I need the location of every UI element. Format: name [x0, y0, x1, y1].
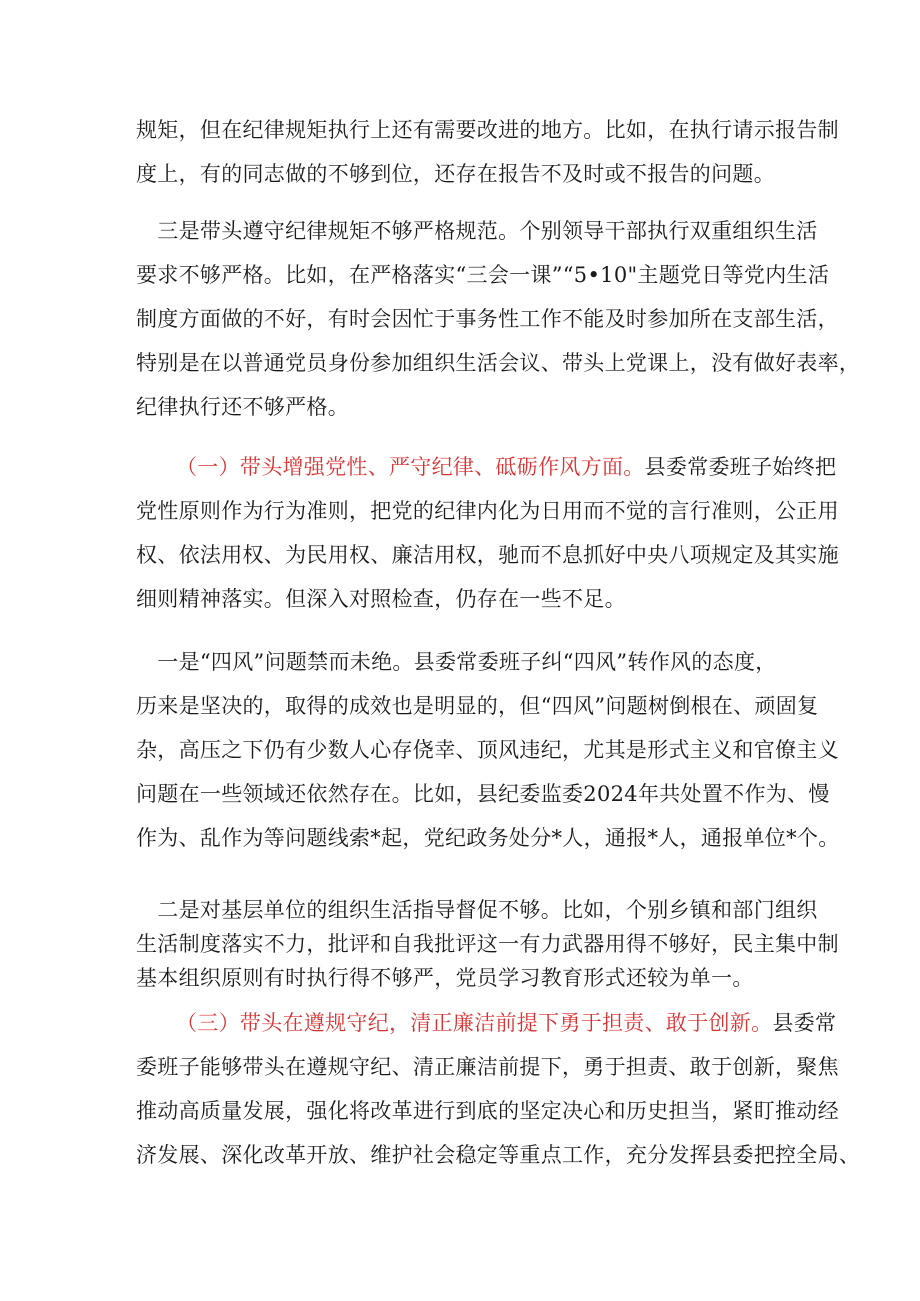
- text-line: 权、依法用权、为民用权、廉洁用权，驰而不息抓好中央八项规定及其实施: [136, 543, 839, 567]
- section-heading: （三）带头在遵规守纪，清正廉洁前提下勇于担责、敢于创新。: [176, 1011, 773, 1035]
- paragraph-section-one: [136, 445, 839, 621]
- text-line: 委班子能够带头在遵规守纪、清正廉洁前提下，勇于担责、敢于创新，聚焦: [136, 1055, 839, 1079]
- text-line: 一是“四风”问题禁而未绝。县委常委班子纠“四风”转作风的态度，: [136, 650, 777, 674]
- section-heading: （一）带头增强党性、严守纪律、砥砺作风方面。: [176, 455, 645, 479]
- text-line: 作为、乱作为等问题线索*起，党纪政务处分*人，通报*人，通报单位*个。: [136, 826, 840, 850]
- text-line: 细则精神落实。但深入对照检查，仍存在一些不足。: [136, 587, 626, 611]
- heading-line: [136, 1001, 837, 1045]
- heading-line: [136, 445, 837, 489]
- text-line: 纪律执行还不够严格。: [136, 395, 349, 419]
- text-line: 问题在一些领域还依然存在。比如，县纪委监委2024年共处置不作为、慢: [136, 782, 830, 806]
- paragraph-discipline-continued: [136, 108, 839, 196]
- text-line: 杂，高压之下仍有少数人心存侥幸、顶风违纪，尤其是形式主义和官僚主义: [136, 738, 839, 762]
- paragraph-point-three: [136, 209, 861, 429]
- text-line: 要求不够严格。比如，在严格落实“三会一课”“5•10"主题党日等党内生活: [136, 263, 830, 287]
- paragraph-section-three: [136, 1001, 861, 1177]
- heading-continuation: 县委常委班子始终把: [644, 455, 837, 479]
- text-line: 特别是在以普通党员身份参加组织生活会议、带头上党课上，没有做好表率，: [136, 351, 861, 375]
- paragraph-point-two: [136, 893, 839, 995]
- text-line: 三是带头遵守纪律规矩不够严格规范。个别领导干部执行双重组织生活: [136, 219, 818, 243]
- text-line: 基本组织原则有时执行得不够严，党员学习教育形式还较为单一。: [136, 966, 754, 990]
- text-line: 生活制度落实不力，批评和自我批评这一有力武器用得不够好，民主集中制: [136, 932, 839, 956]
- text-line: 党性原则作为行为准则，把党的纪律内化为日用而不觉的言行准则，公正用: [136, 499, 839, 523]
- text-line: 济发展、深化改革开放、维护社会稳定等重点工作，充分发挥县委把控全局、: [136, 1143, 861, 1167]
- text-line: 二是对基层单位的组织生活指导督促不够。比如，个别乡镇和部门组织: [136, 898, 818, 922]
- paragraph-point-one: [136, 640, 840, 860]
- text-line: 历来是坚决的，取得的成效也是明显的，但“四风”问题树倒根在、顽固复: [136, 694, 819, 718]
- text-line: 度上，有的同志做的不够到位，还存在报告不及时或不报告的问题。: [136, 162, 775, 186]
- heading-continuation: 县委常: [772, 1011, 837, 1035]
- text-line: 制度方面做的不好，有时会因忙于事务性工作不能及时参加所在支部生活，: [136, 307, 839, 331]
- text-line: 规矩，但在纪律规矩执行上还有需要改进的地方。比如，在执行请示报告制: [136, 118, 839, 142]
- text-line: 推动高质量发展，强化将改革进行到底的坚定决心和历史担当，紧盯推动经: [136, 1099, 839, 1123]
